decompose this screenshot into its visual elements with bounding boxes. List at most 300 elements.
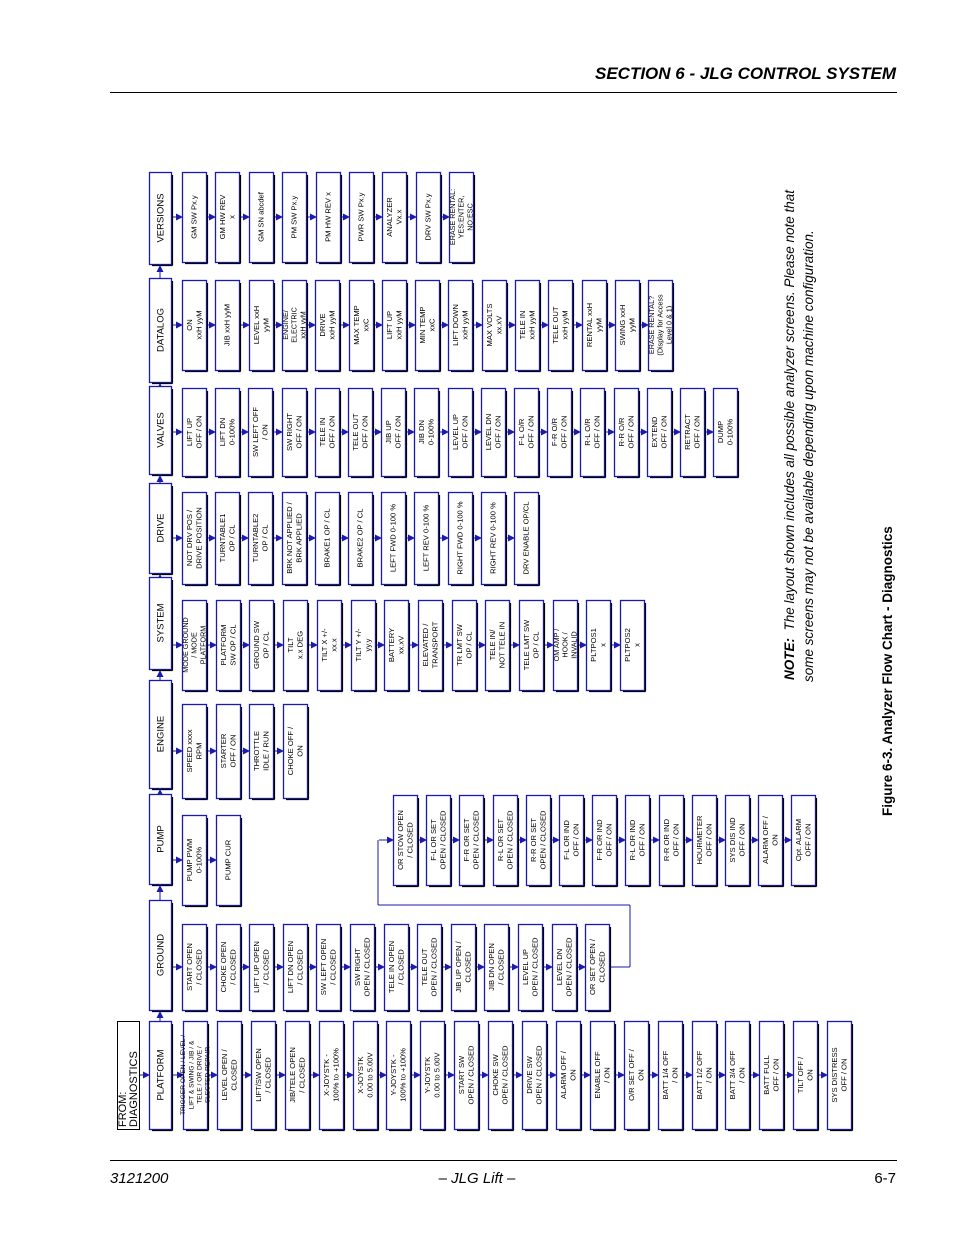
datalog-item-text: xx.xV — [494, 315, 504, 335]
system-item-text: OP / CL — [531, 631, 541, 659]
ground-item — [553, 925, 578, 1012]
sensor-item — [792, 796, 817, 887]
page-number: 6-7 — [874, 1170, 896, 1187]
platform-item-text: X-JOYSTK - — [322, 1054, 332, 1096]
from-diagnostics-label — [117, 1022, 140, 1130]
system-item-text: x.x DEG — [295, 630, 305, 660]
platform-item-text: DRIVE SW — [525, 1056, 535, 1094]
platform-item-text: SLECTED REPAIR — [204, 1046, 212, 1104]
valves-item — [681, 389, 706, 478]
datalog-item — [647, 281, 674, 372]
system-item-text: NOT TELE IN — [497, 621, 507, 669]
versions-item-text: PM HW REV x — [323, 192, 333, 242]
sensor-item — [759, 796, 784, 887]
engine-item-text: RPM — [194, 742, 204, 760]
drive-item-text: DRV ENABLE OP/CL — [521, 501, 531, 575]
system-item — [250, 601, 275, 692]
valves-item — [648, 389, 673, 478]
engine-item-text: IDLE / RUN — [261, 731, 271, 771]
valves-item-text: RETRACT — [683, 414, 693, 450]
top-datalog-text: DATALOG — [155, 308, 167, 352]
versions-item-text: x — [227, 215, 237, 219]
drive-item-text: TURNTABLE2 — [251, 513, 261, 563]
versions-item — [448, 173, 475, 264]
datalog-item — [216, 281, 241, 372]
system-item-text: PLATFORM — [198, 625, 208, 665]
sensor-item-text: OFF / ON — [571, 823, 581, 857]
system-item-text: TILT X +/- — [320, 628, 330, 662]
platform-item — [320, 1022, 345, 1131]
drive-item-text: NOT DRV POS / — [185, 509, 195, 567]
ground-item — [485, 925, 510, 1012]
system-item-text: PLTPOS1 — [589, 628, 599, 662]
sensor-item-text: OFF / ON — [803, 823, 813, 857]
sensor-item-text: ON — [770, 834, 780, 846]
valves-item — [382, 389, 407, 478]
datalog-item — [383, 281, 408, 372]
sensor-item-text: SYS DIS IND — [728, 817, 738, 863]
drive-item — [382, 493, 407, 586]
sensor-item-text: OPEN / CLOSED — [505, 810, 515, 870]
pump-item-text: PUMP PWM — [185, 838, 195, 882]
versions-item-text: GM HW REV — [218, 194, 228, 240]
platform-item-text: SYS DISTRESS — [830, 1047, 840, 1103]
datalog-item-text: RENTAL xxH — [585, 302, 595, 348]
ground-item — [183, 925, 208, 1012]
valves-item-text: F-L O/R — [517, 418, 527, 446]
platform-item — [523, 1022, 548, 1131]
drive-item-text: OP / CL — [227, 524, 237, 552]
system-item — [352, 601, 377, 692]
datalog-item-text: xxH yyM — [194, 310, 204, 340]
ground-item-text: OR SET OPEN / — [588, 939, 598, 995]
system-item-text: OP / CL — [464, 631, 474, 659]
ground-item-text: JIB DN OPEN — [487, 943, 497, 991]
valves-item — [714, 389, 739, 478]
drive-item — [415, 493, 440, 586]
platform-item-text: X-JOYSTK — [356, 1056, 366, 1094]
datalog-item-text: LIFT DOWN — [451, 304, 461, 346]
system-item-text: GROUND SW — [252, 620, 262, 670]
valves-item-text: OFF / ON — [526, 415, 536, 449]
drive-item — [482, 493, 507, 586]
pump-item — [183, 816, 208, 907]
drive-item-text: TURNTABLE1 — [218, 513, 228, 563]
sensor-item-text: Opt. ALARM — [794, 818, 804, 862]
datalog-item-text: MIN TEMP — [418, 306, 428, 344]
datalog-item-text: SWING xxH — [618, 304, 628, 346]
valves-item-text: OFF / ON — [559, 415, 569, 449]
datalog-item-text: xxH yyM — [460, 310, 470, 340]
platform-item-text: / ON — [704, 1067, 714, 1083]
valves-item-text: JIB DN — [417, 419, 427, 445]
datalog-item-text: xxC — [427, 318, 437, 332]
system-item-text: PLTPOS2 — [623, 628, 633, 662]
valves-item — [216, 389, 241, 478]
system-item-text: OP / CL — [261, 631, 271, 659]
sensor-item — [593, 796, 618, 887]
top-versions — [150, 173, 173, 266]
system-item-text: x — [598, 643, 608, 647]
platform-item — [252, 1022, 277, 1131]
datalog-item-text: DRIVE — [318, 313, 328, 337]
ground-item-text: CHOKE OPEN — [219, 941, 229, 993]
valves-item-text: 0-100% — [227, 418, 237, 446]
ground-item-text: OPEN / CLOSED — [564, 937, 574, 997]
top-drive — [150, 484, 173, 575]
datalog-item-text: ERASE RENTAL? — [646, 295, 656, 355]
drive-item — [449, 493, 474, 586]
versions-item — [183, 173, 208, 264]
top-system — [150, 578, 173, 671]
engine-item-text: ON — [295, 745, 305, 757]
platform-item — [354, 1022, 379, 1131]
sensor-item — [427, 796, 452, 887]
system-item-text: TR LMT SW — [455, 624, 465, 666]
datalog-item — [350, 281, 375, 372]
sensor-item-text: / CLOSED — [405, 822, 415, 858]
sensor-item-text: R-L OR SET — [496, 818, 506, 862]
valves-item-text: R-R O/R — [617, 417, 627, 447]
figure-note-line-2: some screens may not be available depending upon machine configuration. — [801, 230, 816, 682]
ground-item-text: OPEN / CLOSED — [530, 937, 540, 997]
ground-item-text: LIFT UP OPEN — [252, 941, 262, 993]
drive-item-text: BRAKE1 OP / CL — [322, 508, 332, 568]
versions-item — [417, 173, 442, 264]
versions-item — [216, 173, 241, 264]
platform-item-text: LIFT/SW OPEN — [254, 1048, 264, 1102]
ground-item-text: CLOSED — [463, 951, 473, 983]
platform-item-text: BATT 1/2 OFF — [695, 1050, 705, 1100]
platform-item-text: 0.00 to 5.00V — [365, 1052, 375, 1098]
datalog-item — [549, 281, 574, 372]
valves-item — [548, 389, 573, 478]
system-item-text: TELE LMT SW — [522, 619, 532, 671]
sensor-item — [527, 796, 552, 887]
datalog-item — [281, 281, 308, 372]
datalog-item-text: yyM — [594, 318, 604, 332]
ground-item-text: CLOSED — [597, 951, 607, 983]
platform-item-text: / ON — [602, 1067, 612, 1083]
platform-item-text: Y-JOYSTK — [423, 1056, 433, 1094]
datalog-item — [316, 281, 341, 372]
system-item — [181, 601, 208, 692]
valves-item-text: LIFT DN — [218, 417, 228, 447]
sensor-item-text: R-R OR IND — [662, 818, 672, 862]
platform-item — [591, 1022, 616, 1131]
drive-item — [249, 493, 274, 586]
ground-item-text: TELE OUT — [420, 948, 430, 986]
system-item-text: x — [632, 643, 642, 647]
ground-item — [217, 925, 242, 1012]
sensor-item — [660, 796, 685, 887]
valves-item — [615, 389, 640, 478]
footer-brand: – JLG Lift – — [438, 1170, 516, 1187]
top-pump — [150, 795, 173, 886]
versions-item — [383, 173, 408, 264]
platform-item — [218, 1022, 243, 1131]
valves-item-text: OFF / ON — [393, 415, 403, 449]
system-item — [284, 601, 309, 692]
system-item — [486, 601, 511, 692]
system-item-text: BATTERY — [387, 627, 397, 663]
system-item-text: MODE GROUND — [180, 617, 190, 673]
drive-item-text: LEFT FWD 0-100 % — [388, 503, 398, 573]
ground-item — [586, 925, 611, 1012]
ground-item — [385, 925, 410, 1012]
footer-rule — [110, 1160, 897, 1161]
valves-item-text: OFF / ON — [626, 415, 636, 449]
sensor-item-text: OPEN / CLOSED — [538, 810, 548, 870]
valves-item-text: JIB UP — [384, 420, 394, 444]
platform-item-text: TRIGGER OPEN / LEVEL / — [180, 1034, 188, 1116]
system-item — [552, 601, 579, 692]
platform-item-text: / ON — [737, 1067, 747, 1083]
system-item-text: OM AMP / — [551, 628, 561, 662]
engine-item-text: OFF / ON — [228, 734, 238, 768]
platform-item — [557, 1022, 582, 1131]
platform-item-text: / CLOSED — [297, 1057, 307, 1093]
datalog-item-text: xxC — [361, 318, 371, 332]
sensor-item — [394, 796, 419, 887]
platform-item — [625, 1022, 650, 1131]
versions-item-text: DRV SW Px.y — [423, 193, 433, 241]
platform-item-text: O/R SET OFF / — [627, 1049, 637, 1101]
datalog-item-text: TELE OUT — [551, 306, 561, 344]
platform-item — [693, 1022, 718, 1131]
flow-boxes — [117, 173, 853, 1131]
ground-item — [519, 925, 544, 1012]
sensor-item-text: F-L OR IND — [562, 820, 572, 860]
platform-item-text: 100% to +100% — [331, 1048, 341, 1102]
valves-item-text: DUMP — [716, 420, 726, 444]
sensor-item-text: OFF / ON — [637, 823, 647, 857]
platform-item-text: OFF / ON — [771, 1058, 781, 1092]
valves-item-text: SW LEFT OFF — [251, 406, 261, 458]
valves-item-text: OFF / ON — [194, 415, 204, 449]
platform-item-text: / ON — [670, 1067, 680, 1083]
platform-item-text: BATT 1/4 OFF — [661, 1050, 671, 1100]
valves-item-text: OFF / ON — [360, 415, 370, 449]
ground-item-text: / CLOSED — [194, 949, 204, 985]
versions-item-text: ERASE RENTAL: — [447, 188, 457, 246]
ground-item — [284, 925, 309, 1012]
datalog-item-text: xxH yyM — [394, 310, 404, 340]
ground-item-text: SW RIGHT — [353, 948, 363, 986]
sensor-item-text: OPEN / CLOSED — [471, 810, 481, 870]
ground-item — [317, 925, 342, 1012]
drive-item — [515, 493, 540, 586]
ground-item-text: / CLOSED — [261, 949, 271, 985]
valves-item-text: 0-100% — [725, 418, 735, 446]
platform-item-text: START SW — [457, 1055, 467, 1095]
valves-item-text: 0-100% — [426, 418, 436, 446]
versions-item-text: GM SN abcdef — [256, 192, 266, 242]
platform-item-text: TELE / OR DRIVE / — [196, 1046, 204, 1104]
valves-item — [449, 389, 474, 478]
platform-item — [726, 1022, 751, 1131]
platform-item-text: OPEN / CLOSED — [466, 1045, 476, 1105]
engine-item — [183, 705, 208, 800]
top-engine-text: ENGINE — [155, 715, 167, 753]
system-item-text: INVALID — [569, 631, 579, 659]
ground-item — [351, 925, 376, 1012]
valves-item-text: OFF / ON — [460, 415, 470, 449]
sensor-item — [726, 796, 751, 887]
drive-item-text: BRK NOT APPLIED / — [285, 502, 295, 574]
pump-item-text: PUMP CUR — [223, 839, 233, 881]
platform-item-text: CLOSED — [229, 1059, 239, 1091]
ground-item — [452, 925, 477, 1012]
valves-item — [415, 389, 440, 478]
system-item-text: TELE IN/ — [488, 629, 498, 661]
platform-item-text: OFF / ON — [839, 1058, 849, 1092]
datalog-item-text: LEVEL xxH — [252, 305, 262, 345]
platform-item-text: LEVEL OPEN / — [220, 1049, 230, 1101]
ground-item-text: / CLOSED — [295, 949, 305, 985]
section-title: SECTION 6 - JLG CONTROL SYSTEM — [595, 64, 896, 83]
datalog-item — [516, 281, 541, 372]
engine-item-text: THROTTLE — [252, 730, 262, 772]
valves-item-text: LIFT UP — [185, 417, 195, 447]
drive-item — [349, 493, 374, 586]
platform-item-text: / CLOSED — [263, 1057, 273, 1093]
sensor-item — [494, 796, 519, 887]
datalog-item-text: xxH yyM — [560, 310, 570, 340]
drive-item — [216, 493, 241, 586]
valves-item-text: R-L O/R — [583, 418, 593, 446]
system-item — [587, 601, 612, 692]
system-item — [621, 601, 646, 692]
platform-item-text: ON — [568, 1069, 578, 1081]
system-item-text: xx.xV — [396, 635, 406, 655]
top-valves — [150, 387, 173, 476]
ground-item-text: OPEN / CLOSED — [429, 937, 439, 997]
platform-item-text: ON — [636, 1069, 646, 1081]
sensor-item-text: OFF / ON — [704, 823, 714, 857]
sensor-item-text: OR STOW OPEN — [396, 810, 406, 870]
system-item-text: ELEVATED / — [421, 623, 431, 667]
top-platform — [150, 1022, 173, 1131]
versions-item-text: PM SW Px.y — [289, 195, 299, 239]
engine-item-text: STARTER — [219, 733, 229, 769]
from-diagnostics-text: DIAGNOSTICS — [128, 1051, 140, 1127]
platform-item — [455, 1022, 480, 1131]
pump-item — [217, 816, 242, 907]
system-item-text: HOOK / — [560, 632, 570, 658]
system-item-text: TILT — [286, 637, 296, 653]
ground-item-text: LEVEL DN — [555, 948, 565, 986]
platform-item-text: ENABLE OFF — [593, 1051, 603, 1099]
drive-item-text: BRK APPLIED — [294, 513, 304, 563]
valves-item — [482, 389, 507, 478]
ground-item — [250, 925, 275, 1012]
sensor-item — [460, 796, 485, 887]
drive-item-text: RIGHT FWD 0-100 % — [455, 501, 465, 575]
datalog-item — [583, 281, 608, 372]
system-item-text: TRANSPORT — [430, 621, 440, 669]
platform-item — [794, 1022, 819, 1131]
valves-item-text: OFF / ON — [659, 415, 669, 449]
top-pump-text: PUMP — [155, 825, 167, 853]
drive-item — [283, 493, 308, 586]
valves-item-text: TELE OUT — [351, 413, 361, 451]
valves-item-text: OFF / ON — [327, 415, 337, 449]
datalog-item-text: LIFT UP — [385, 310, 395, 340]
platform-item-text: BATT FULL — [762, 1055, 772, 1095]
ground-item-text: SW LEFT OPEN — [319, 938, 329, 996]
datalog-item-text: xxH yyM — [298, 311, 308, 339]
platform-item — [659, 1022, 684, 1131]
system-item-text: TILT Y +/- — [354, 628, 364, 662]
versions-item-text: YES:ENTER, — [456, 195, 466, 239]
datalog-item-text: TELE IN — [518, 310, 528, 340]
versions-item-text: GM SW Px.y — [189, 195, 199, 239]
valves-item — [349, 389, 374, 478]
datalog-item-text: xxH yyM — [327, 310, 337, 340]
top-engine — [150, 681, 173, 790]
valves-item — [183, 389, 208, 478]
ground-item-text: LEVEL UP — [521, 948, 531, 986]
top-versions-text: VERSIONS — [155, 193, 167, 243]
datalog-item — [250, 281, 275, 372]
top-ground — [150, 901, 173, 1012]
drive-item-text: BRAKE2 OP / CL — [355, 508, 365, 568]
versions-item — [283, 173, 308, 264]
platform-item — [286, 1022, 311, 1131]
valves-item-text: OFF / ON — [692, 415, 702, 449]
system-item-text: yy.y — [363, 638, 373, 652]
sensor-item-text: OFF / ON — [604, 823, 614, 857]
platform-item-text: ALARM OFF / — [559, 1051, 569, 1099]
datalog-item-text: Level 0 & 1) — [664, 305, 674, 345]
drive-item — [316, 493, 341, 586]
sensor-item-text: F-R OR IND — [595, 819, 605, 861]
drive-item-text: LEFT REV 0-100 % — [421, 504, 431, 572]
versions-item — [350, 173, 375, 264]
system-item-text: xx.x — [329, 638, 339, 652]
engine-item — [217, 705, 242, 800]
sensor-item — [693, 796, 718, 887]
platform-item-text: OPEN / CLOSED — [500, 1045, 510, 1105]
from-diagnostics-text: FROM: — [117, 1091, 129, 1127]
platform-item-text: 100% to +100% — [398, 1048, 408, 1102]
valves-item — [515, 389, 540, 478]
drive-item-text: OP / CL — [260, 524, 270, 552]
datalog-item-text: xxH yyM — [527, 310, 537, 340]
versions-item — [317, 173, 342, 264]
platform-item-text: TILT OFF / — [796, 1056, 806, 1094]
platform-item-text: 0.00 to 5.00V — [432, 1052, 442, 1098]
system-item-text: / MODE — [189, 632, 199, 658]
ground-item-text: JIB UP OPEN / — [454, 941, 464, 993]
top-platform-text: PLATFORM — [155, 1049, 167, 1101]
engine-item — [284, 705, 309, 800]
sensor-item — [626, 796, 651, 887]
system-item — [318, 601, 343, 692]
ground-item-text: TELE IN OPEN — [387, 940, 397, 994]
versions-item-text: ANALYZER — [385, 197, 395, 237]
engine-item-text: SPEED xxxx — [185, 729, 195, 773]
figure-note — [780, 190, 799, 680]
sensor-item — [560, 796, 585, 887]
valves-item-text: F-R O/R — [550, 417, 560, 447]
valves-item — [581, 389, 606, 478]
ground-item-text: LIFT DN OPEN — [286, 940, 296, 994]
valves-item — [316, 389, 341, 478]
platform-item — [421, 1022, 446, 1131]
versions-item-text: NO:ESC — [465, 203, 475, 231]
